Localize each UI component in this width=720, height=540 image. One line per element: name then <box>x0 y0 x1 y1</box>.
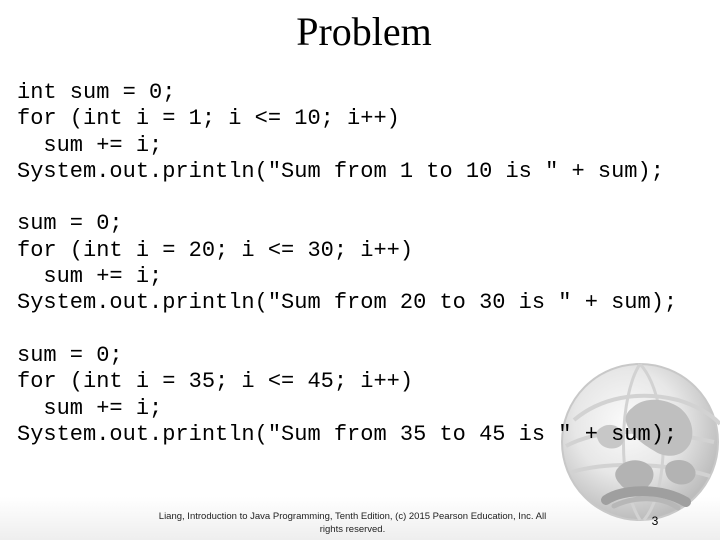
code-line: sum = 0; <box>17 342 123 368</box>
code-block-gap <box>17 185 677 211</box>
code-line: sum = 0; <box>17 211 123 237</box>
code-block-gap <box>17 317 677 343</box>
code-line: int sum = 0; <box>17 80 176 105</box>
footer-line-1: Liang, Introduction to Java Programming, Tenth Edition, (c) 2015 Pearson Education, Inc. All <box>158 511 547 522</box>
code-line: System.out.println("Sum from 20 to 30 is " + sum); <box>17 290 678 316</box>
code-line: for (int i = 1; i <= 10; i++) <box>17 106 400 132</box>
code-line: for (int i = 20; i <= 30; i++) <box>17 237 414 263</box>
code-line: sum += i; <box>17 132 163 158</box>
code-line: System.out.println("Sum from 1 to 10 is " + sum); <box>17 158 664 184</box>
code-line: for (int i = 35; i <= 45; i++) <box>17 369 414 395</box>
slide-title: Problem <box>296 9 432 54</box>
footer-line-2: rights reserved. <box>319 524 386 535</box>
slide-footer <box>140 510 565 536</box>
code-line: sum += i; <box>17 264 163 290</box>
code-snippet <box>17 80 677 448</box>
page-number: 3 <box>651 514 659 528</box>
code-line: sum += i; <box>17 395 163 421</box>
code-line: System.out.println("Sum from 35 to 45 is " + sum); <box>17 421 678 447</box>
